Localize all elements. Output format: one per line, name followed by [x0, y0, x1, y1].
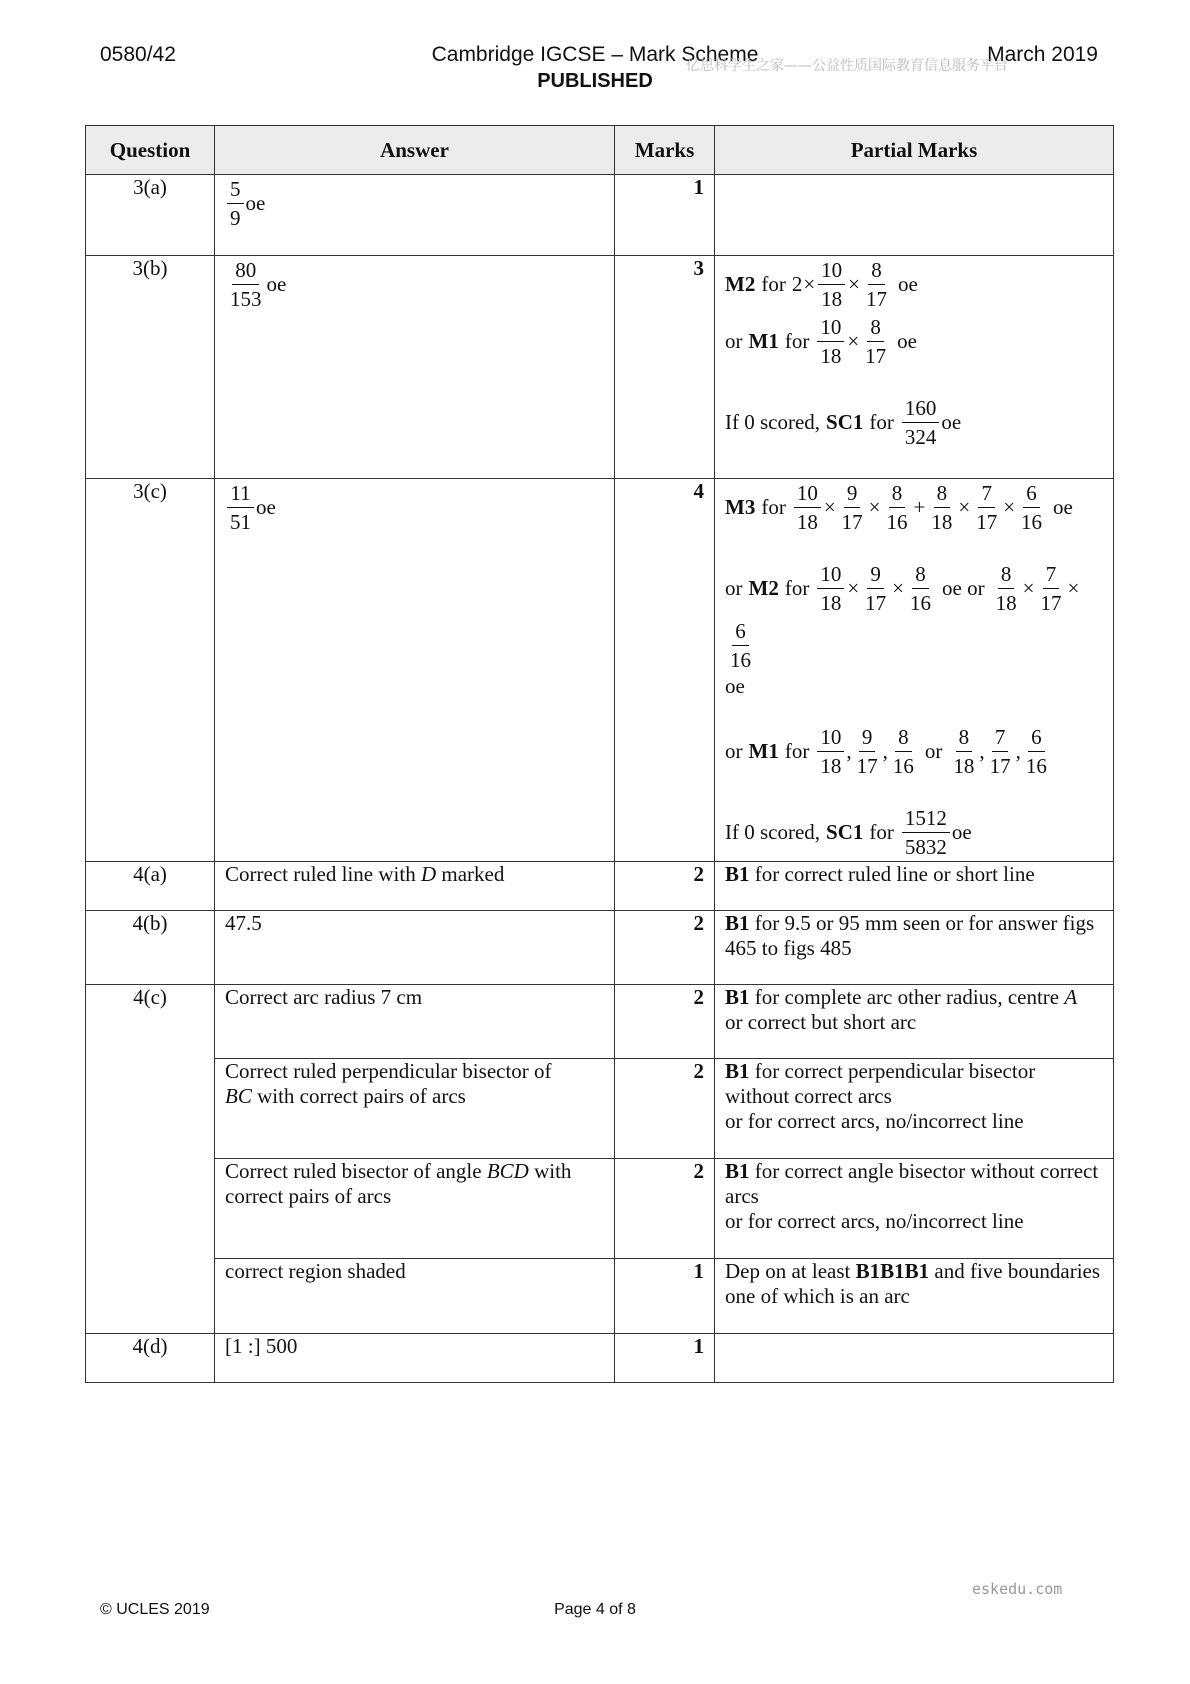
table-row-3a [86, 175, 1114, 256]
partial-marks-cell [715, 1334, 1114, 1383]
partial-marks-cell [715, 256, 1114, 479]
partial-mark-m2: M2 for 2 × $\frac{10}{18}$ × $\frac{8}{17}$ oe [725, 258, 918, 311]
partial-marks-cell: B1 for correct angle bisector without correct arcs or for correct arcs, no/incorrect line [715, 1159, 1114, 1259]
marks-cell: 1 [615, 1334, 715, 1383]
site-watermark: eskedu.com [972, 1580, 1063, 1598]
marks-cell: 1 [615, 1259, 715, 1334]
table-row-4a [86, 862, 1114, 911]
page-number: Page 4 of 8 [554, 1601, 636, 1618]
partial-marks-cell [715, 479, 1114, 862]
watermark-text: 亿思科学生之家——公益性质国际教育信息服务平台 [686, 58, 1008, 74]
answer-cell: correct region shaded [215, 1259, 615, 1334]
question-number: 4(a) [86, 862, 215, 911]
column-header-partial-marks: Partial Marks [715, 126, 1114, 175]
table-row-4c-1 [86, 985, 1114, 1059]
column-header-question: Question [86, 126, 215, 175]
marks-cell: 2 [615, 985, 715, 1059]
column-header-marks: Marks [615, 126, 715, 175]
question-number: 3(b) [86, 256, 215, 479]
question-number: 3(c) [86, 479, 215, 862]
partial-mark-m1: or M1 for $\frac{10}{18}$ × $\frac{8}{17}$ oe [725, 315, 917, 368]
copyright: © UCLES 2019 [100, 1601, 210, 1618]
marks-cell: 3 [615, 256, 715, 479]
answer-fraction: $\frac{5}{9}$ [227, 175, 244, 232]
partial-marks-cell: B1 for 9.5 or 95 mm seen or for answer figs 465 to figs 485 [715, 911, 1114, 985]
table-row-3c [86, 479, 1114, 862]
answer-cell: $\frac{80}{153}$ oe [215, 256, 615, 479]
table-row-3b [86, 256, 1114, 479]
table-row-4c-2 [86, 1059, 1114, 1159]
table-row-4c-3 [86, 1159, 1114, 1259]
partial-marks-cell [715, 175, 1114, 256]
document-title: Cambridge IGCSE – Mark Scheme [431, 43, 759, 66]
partial-marks-cell: B1 for correct perpendicular bisector without correct arcs or for correct arcs, no/incorrect line [715, 1059, 1114, 1159]
table-row-4d [86, 1334, 1114, 1383]
answer-cell: $\frac{5}{9}$ oe [215, 175, 615, 256]
paper-code: 0580/42 [100, 43, 176, 66]
partial-mark-oe: oe [725, 674, 745, 698]
partial-marks-cell: Dep on at least B1B1B1 and five boundaries one of which is an arc [715, 1259, 1114, 1334]
marks-cell: 1 [615, 175, 715, 256]
table-row-4c-4 [86, 1259, 1114, 1334]
partial-mark-sc1: If 0 scored, SC1 for $\frac{1512}{5832}$ oe [725, 806, 972, 859]
answer-cell: $\frac{11}{51}$ oe [215, 479, 615, 862]
answer-cell: [1 :] 500 [215, 1334, 615, 1383]
question-number: 3(a) [86, 175, 215, 256]
partial-marks-cell: B1 for complete arc other radius, centre A or correct but short arc [715, 985, 1114, 1059]
question-number: 4(c) [86, 985, 215, 1334]
marks-cell: 2 [615, 1159, 715, 1259]
partial-mark-m2: or M2 for $\frac{10}{18}$ × $\frac{9}{17}$ × $\frac{8}{16}$ oe or $\frac{8}{18}$ × $\frac{7}{17}$ × $\frac{6}{16}$ [725, 562, 1080, 672]
answer-cell: Correct ruled perpendicular bisector of BC with correct pairs of arcs [215, 1059, 615, 1159]
marks-cell: 2 [615, 1059, 715, 1159]
question-number: 4(d) [86, 1334, 215, 1383]
partial-mark-sc1: If 0 scored, SC1 for $\frac{160}{324}$ oe [725, 396, 962, 449]
partial-marks-cell: B1 for correct ruled line or short line [715, 862, 1114, 911]
answer-cell: 47.5 [215, 911, 615, 985]
answer-cell: Correct ruled bisector of angle BCD with correct pairs of arcs [215, 1159, 615, 1259]
question-number: 4(b) [86, 911, 215, 985]
partial-mark-m1: or M1 for $\frac{10}{18}$ , $\frac{9}{17}$ , $\frac{8}{16}$ or $\frac{8}{18}$ , $\frac{7}{17}$ , $\frac{6}{16}$ [725, 725, 1047, 778]
answer-fraction: $\frac{11}{51}$ [227, 479, 254, 536]
marks-cell: 2 [615, 862, 715, 911]
partial-mark-m3: M3 for $\frac{10}{18}$ × $\frac{9}{17}$ × $\frac{8}{16}$ + $\frac{8}{18}$ × $\frac{7}{17}$ × $\frac{6}{16}$ oe [725, 481, 1073, 534]
answer-cell: Correct ruled line with D marked [215, 862, 615, 911]
answer-fraction: $\frac{80}{153}$ [230, 258, 262, 311]
published-label: PUBLISHED [537, 70, 653, 92]
marks-cell: 2 [615, 911, 715, 985]
column-header-answer: Answer [215, 126, 615, 175]
marks-cell: 4 [615, 479, 715, 862]
table-header-row [86, 126, 1114, 175]
table-row-4b [86, 911, 1114, 985]
exam-date: March 2019 [987, 43, 1098, 66]
mark-scheme-table [85, 125, 1114, 1383]
answer-cell: Correct arc radius 7 cm [215, 985, 615, 1059]
